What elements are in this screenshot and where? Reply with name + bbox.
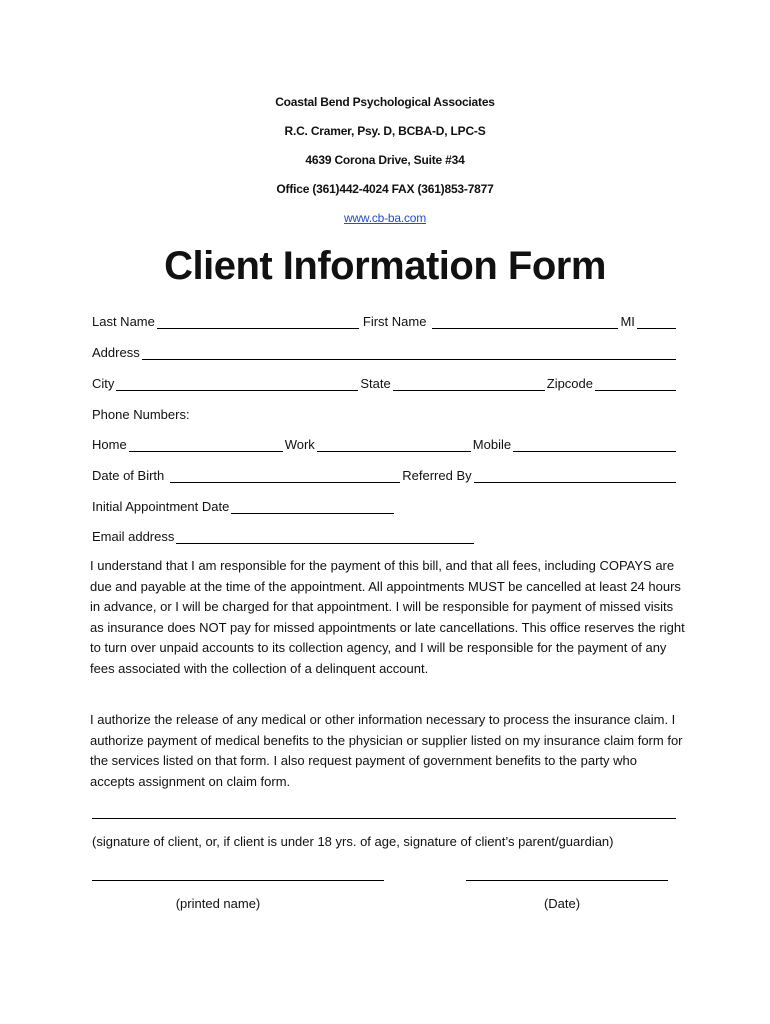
- city-label: City: [92, 376, 115, 391]
- practice-address: 4639 Corona Drive, Suite #34: [305, 153, 465, 167]
- website-link[interactable]: www.cb-ba.com: [343, 211, 427, 225]
- address-row: [92, 342, 678, 360]
- first-name-field[interactable]: [432, 314, 618, 329]
- state-field[interactable]: [393, 376, 545, 391]
- printed-name-caption: (printed name): [175, 896, 261, 911]
- client-signature-line[interactable]: [92, 818, 676, 819]
- city-row: [92, 373, 678, 391]
- form-title: Client Information Form: [164, 244, 606, 288]
- phone-fax: Office (361)442-4024 FAX (361)853-7877: [276, 182, 494, 196]
- name-row: [92, 311, 678, 329]
- city-field[interactable]: [116, 376, 358, 391]
- phone-numbers-label: Phone Numbers:: [92, 407, 190, 422]
- state-label: State: [360, 376, 391, 391]
- date-caption: (Date): [543, 896, 581, 911]
- mi-field[interactable]: [637, 314, 676, 329]
- date-line[interactable]: [466, 880, 668, 881]
- phone-numbers-row: [92, 404, 678, 422]
- home-label: Home: [92, 437, 127, 452]
- mobile-label: Mobile: [472, 437, 512, 452]
- address-field[interactable]: [142, 345, 676, 360]
- client-signature-caption: (signature of client, or, if client is under 18 yrs. of age, signature of client’s parent/guardian): [92, 834, 614, 849]
- practice-name: Coastal Bend Psychological Associates: [275, 95, 495, 109]
- last-name-label: Last Name: [92, 314, 155, 329]
- referred-by-field[interactable]: [474, 468, 676, 483]
- work-label: Work: [284, 437, 315, 452]
- zipcode-field[interactable]: [595, 376, 676, 391]
- printed-name-line[interactable]: [92, 880, 384, 881]
- responsibility-paragraph: I understand that I am responsible for the payment of this bill, and that all fees, including COPAYS are due and payable at the time of the appointment. All appointments MUST be cancelled at least 24 hours in advance, or I will be charged for that appointment. I will be responsible for payment of missed visits as insurance does NOT pay for missed appointments or late cancellations. This office reserves the right to turn over unpaid accounts to its collection agency, and I will be responsible for the payment of any fees associated with the collection of a delinquent account.: [90, 558, 685, 676]
- mobile-field[interactable]: [513, 437, 676, 452]
- first-name-label: First Name: [362, 314, 427, 329]
- dob-row: [92, 465, 678, 483]
- work-field[interactable]: [317, 437, 471, 452]
- dob-label: Date of Birth: [92, 468, 165, 483]
- authorization-paragraph: I authorize the release of any medical or other information necessary to process the insurance claim. I authorize payment of medical benefits to the physician or supplier listed on my insurance claim form for the services listed on that form. I also request payment of government benefits to the party who accepts assignment on claim form.: [90, 712, 683, 789]
- email-label: Email address: [92, 529, 175, 544]
- email-field[interactable]: [176, 529, 474, 544]
- referred-by-label: Referred By: [402, 468, 472, 483]
- address-label: Address: [92, 345, 140, 360]
- home-field[interactable]: [129, 437, 283, 452]
- appointment-row: [92, 496, 678, 514]
- zipcode-label: Zipcode: [546, 376, 593, 391]
- last-name-field[interactable]: [157, 314, 359, 329]
- phones-row: [92, 434, 678, 452]
- mi-label: MI: [620, 314, 635, 329]
- dob-field[interactable]: [170, 468, 400, 483]
- initial-appointment-label: Initial Appointment Date: [92, 499, 230, 514]
- provider-name: R.C. Cramer, Psy. D, BCBA-D, LPC-S: [284, 124, 486, 138]
- website-container: [0, 211, 770, 225]
- initial-appointment-field[interactable]: [231, 499, 394, 514]
- email-row: [92, 526, 678, 544]
